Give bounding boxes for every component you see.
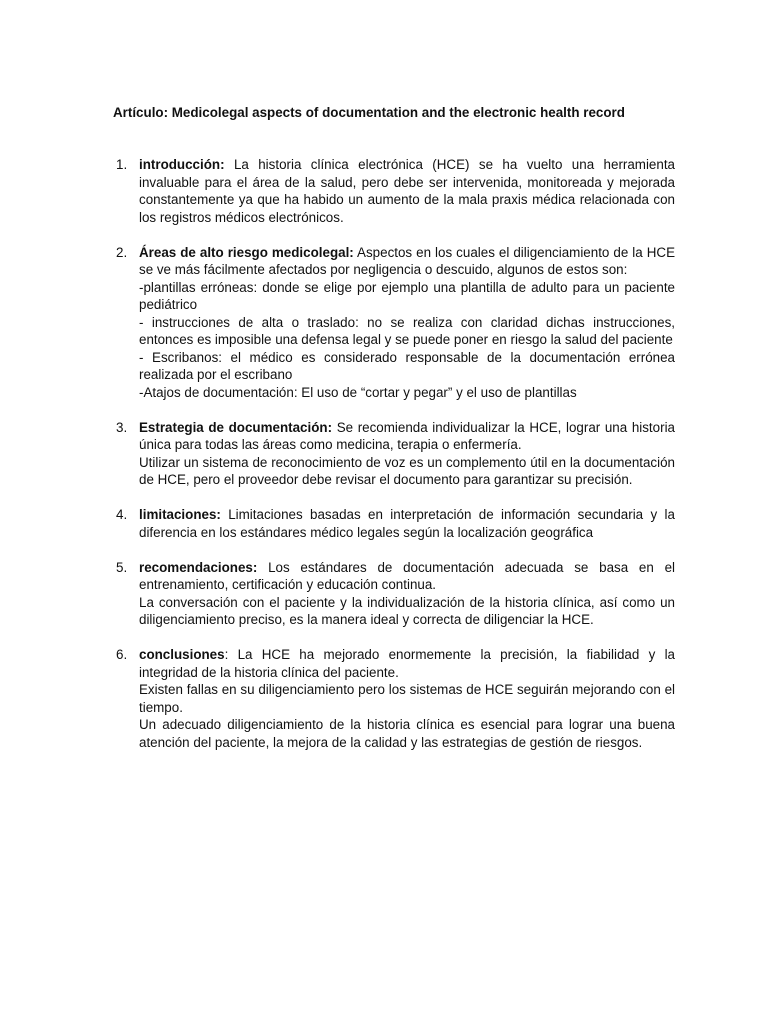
section-text: Aspectos en los cuales el diligenciamiento de la HCE se ve más fácilmente afectados por negligencia o descuido, algunos de estos son:: [139, 244, 675, 277]
section-paragraph: [139, 314, 675, 349]
section-item: [113, 646, 675, 751]
section-paragraph: [139, 244, 675, 279]
section-paragraph: [139, 454, 675, 489]
section-paragraph: [139, 349, 675, 384]
section-item: [113, 419, 675, 489]
section-number: 5.: [116, 559, 128, 575]
section-paragraph: [139, 506, 675, 541]
section-text: - Escribanos: el médico es considerado responsable de la documentación errónea realizada por el escribano: [139, 349, 675, 382]
section-text: La historia clínica electrónica (HCE) se ha vuelto una herramienta invaluable para el área de la salud, pero debe ser intervenida, monitoreada y mejorada constantemente ya que ha habido un aumento de la mala praxis médica relacionada con los registros médicos electrónicos.: [139, 157, 675, 225]
section-number: 3.: [116, 419, 128, 435]
section-text: Se recomienda individualizar la HCE, lograr una historia única para todas las áreas como medicina, terapia o enfermería.: [139, 419, 675, 452]
section-paragraph: [139, 156, 675, 226]
section-paragraph: [139, 419, 675, 454]
section-heading: Áreas de alto riesgo medicolegal:: [139, 244, 354, 260]
section-text: -Atajos de documentación: El uso de “cortar y pegar” y el uso de plantillas: [139, 384, 577, 400]
section-paragraph: [139, 559, 675, 594]
section-number: 4.: [116, 507, 128, 522]
section-heading: introducción:: [139, 157, 225, 172]
section-heading: Estrategia de documentación:: [139, 419, 333, 435]
section-text: Utilizar un sistema de reconocimiento de voz es un complemento útil en la documentación de HCE, pero el proveedor debe revisar el documento para garantizar su precisión.: [139, 454, 675, 487]
document-title: Artículo: Medicolegal aspects of documentation and the electronic health record: [113, 105, 625, 120]
section-item: [113, 156, 675, 226]
section-text: Un adecuado diligenciamiento de la historia clínica es esencial para lograr una buena atención del paciente, la mejora de la calidad y las estrategias de gestión de riesgos.: [139, 717, 675, 750]
section-paragraph: [139, 384, 675, 402]
section-list: [113, 156, 675, 769]
section-item: [113, 559, 675, 629]
section-heading: conclusiones: [139, 647, 225, 662]
section-text: - instrucciones de alta o traslado: no se realiza con claridad dichas instrucciones, entonces es imposible una defensa legal y se puede poner en riesgo la salud del paciente: [139, 314, 675, 347]
section-heading: limitaciones:: [139, 507, 221, 522]
section-heading: recomendaciones:: [139, 559, 258, 575]
section-paragraph: [139, 681, 675, 716]
section-paragraph: [139, 594, 675, 629]
section-text: La conversación con el paciente y la individualización de la historia clínica, así como un diligenciamiento preciso, es la manera ideal y correcta de diligenciar la HCE.: [139, 594, 675, 627]
section-number: 2.: [116, 244, 128, 260]
section-number: 6.: [116, 647, 128, 662]
section-item: [113, 506, 675, 541]
section-paragraph: [139, 716, 675, 751]
section-text: Los estándares de documentación adecuada se basa en el entrenamiento, certificación y educación continua.: [139, 559, 675, 592]
section-paragraph: [139, 279, 675, 314]
section-text: : La HCE ha mejorado enormemente la precisión, la fiabilidad y la integridad de la historia clínica del paciente.: [139, 647, 675, 680]
section-paragraph: [139, 646, 675, 681]
section-number: 1.: [116, 157, 128, 172]
section-text: Existen fallas en su diligenciamiento pero los sistemas de HCE seguirán mejorando con el tiempo.: [139, 682, 675, 715]
section-text: -plantillas erróneas: donde se elige por ejemplo una plantilla de adulto para un paciente pediátrico: [139, 279, 675, 312]
section-item: [113, 244, 675, 402]
section-text: Limitaciones basadas en interpretación de información secundaria y la diferencia en los estándares médico legales según la localización geográfica: [139, 507, 675, 540]
